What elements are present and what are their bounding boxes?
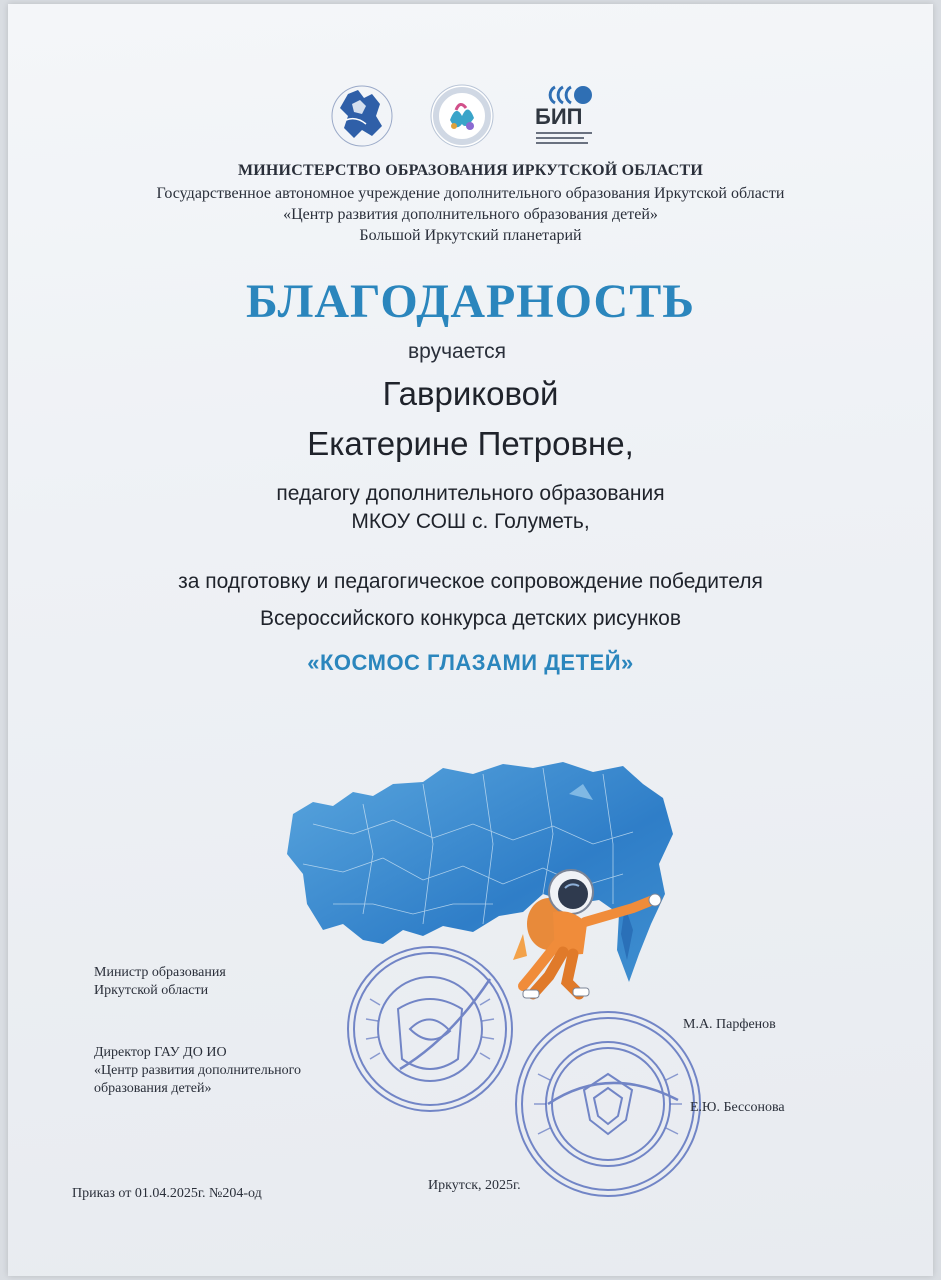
official-stamp-ministry — [340, 939, 520, 1119]
director-title-line1: Директор ГАУ ДО ИО — [94, 1045, 227, 1060]
center-name: «Центр развития дополнительного образования детей» — [283, 206, 658, 223]
irkutsk-region-icon — [326, 80, 398, 152]
place-year: Иркутск, 2025г. — [428, 1178, 521, 1193]
planetarium-name: Большой Иркутский планетарий — [359, 227, 582, 244]
director-title — [94, 1044, 301, 1098]
contest-name: «КОСМОС ГЛАЗАМИ ДЕТЕЙ» — [307, 650, 634, 675]
minister-title-line2: Иркутской области — [94, 983, 209, 998]
official-stamp-center — [508, 1004, 708, 1204]
recipient-surname: Гавриковой — [382, 375, 559, 412]
director-title-line2: «Центр развития дополнительного — [94, 1063, 301, 1078]
recipient-school: МКОУ СОШ с. Голуметь, — [351, 510, 590, 533]
bip-logo-text: БИП — [535, 104, 583, 129]
logo-row — [8, 78, 933, 158]
children-art-emblem-icon — [426, 80, 498, 152]
director-title-line3: образования детей» — [94, 1081, 212, 1096]
award-reason-line2: Всероссийского конкурса детских рисунков — [259, 607, 682, 630]
certificate-sheet — [8, 4, 933, 1276]
institution-name: Государственное автономное учреждение дополнительного образования Иркутской области — [156, 185, 785, 202]
awarded-to-label: вручается — [408, 340, 506, 363]
certificate-title: БЛАГОДАРНОСТЬ — [246, 275, 695, 328]
minister-title-line1: Министр образования — [94, 965, 226, 980]
director-name: Е.Ю. Бессонова — [690, 1100, 785, 1115]
minister-name: М.А. Парфенов — [683, 1017, 776, 1032]
ministry-name: МИНИСТЕРСТВО ОБРАЗОВАНИЯ ИРКУТСКОЙ ОБЛАСТИ — [237, 162, 704, 179]
recipient-position: педагогу дополнительного образования — [276, 482, 665, 505]
astronaut-illustration — [503, 864, 663, 1004]
bip-planetarium-icon — [533, 84, 603, 150]
order-reference: Приказ от 01.04.2025г. №204-од — [72, 1186, 262, 1201]
minister-title — [94, 964, 226, 1000]
recipient-given-names: Екатерине Петровне, — [307, 425, 634, 462]
award-reason-line1: за подготовку и педагогическое сопровождение победителя — [178, 570, 763, 593]
